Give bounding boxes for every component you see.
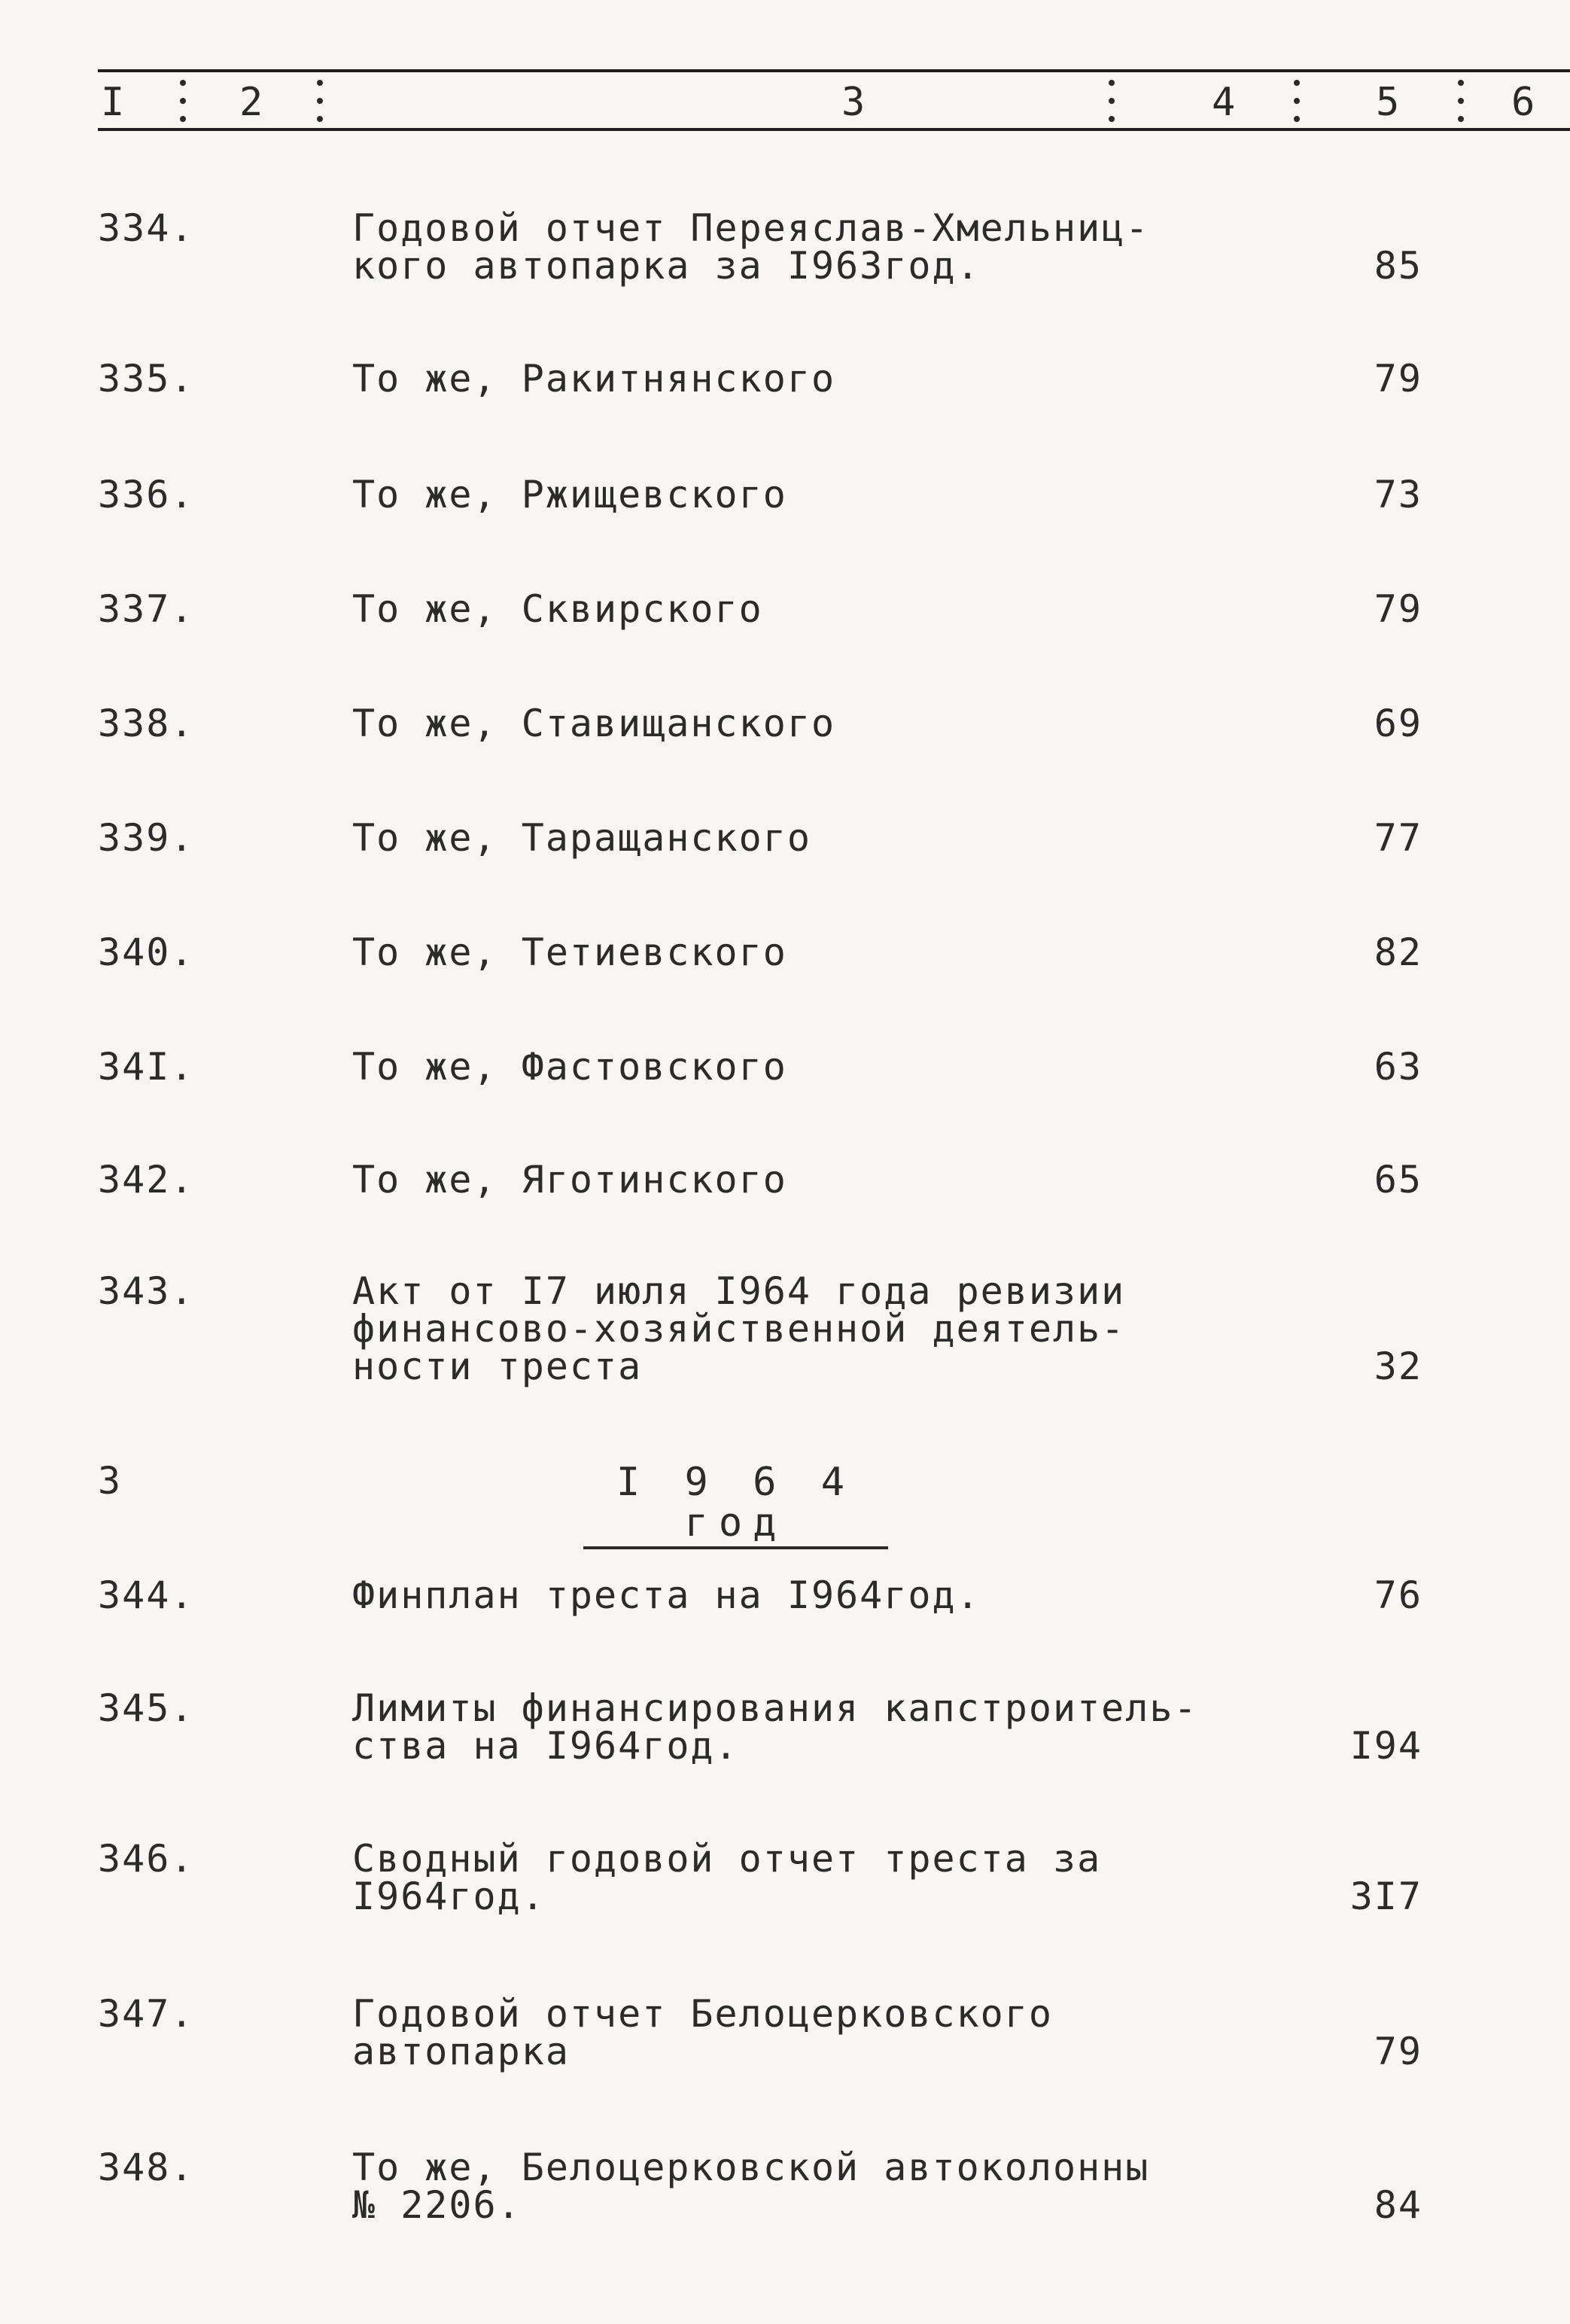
- header-top-rule: [98, 69, 1570, 72]
- column-header-6: 6: [1511, 80, 1535, 125]
- item-title: То же, Таращанского: [352, 816, 811, 860]
- item-number: 334.: [98, 206, 195, 250]
- item-number: 347.: [98, 1992, 195, 2036]
- item-number: 346.: [98, 1837, 195, 1881]
- column-header-3: 3: [841, 80, 866, 125]
- column-separator: [1292, 77, 1302, 126]
- item-sheet-count: 85: [1374, 244, 1422, 288]
- item-sheet-count: 79: [1374, 587, 1422, 631]
- item-number: 338.: [98, 702, 195, 745]
- item-title: То же, Яготинского: [352, 1158, 787, 1202]
- item-sheet-count: 65: [1374, 1158, 1422, 1202]
- item-title: То же, Фастовского: [352, 1045, 787, 1089]
- item-title: Годовой отчет Переяслав-Хмельниц- кого автопарка за I963год.: [352, 206, 1150, 288]
- item-sheet-count: 69: [1374, 702, 1422, 745]
- item-sheet-count: 84: [1374, 2183, 1422, 2227]
- item-number: 342.: [98, 1158, 195, 1202]
- column-header-5: 5: [1376, 80, 1400, 125]
- item-title: То же, Ставищанского: [352, 702, 836, 745]
- item-number: 335.: [98, 357, 195, 401]
- item-number: 343.: [98, 1269, 195, 1313]
- column-header-2: 2: [239, 80, 263, 125]
- column-separator: [178, 77, 188, 126]
- item-title: Лимиты финансирования капстроитель- ства на I964год.: [352, 1686, 1198, 1768]
- item-sheet-count: 76: [1374, 1573, 1422, 1617]
- item-title: Годовой отчет Белоцерковского автопарка: [352, 1992, 1053, 2073]
- item-title: Акт от I7 июля I964 года ревизии финансово-хозяйственной деятель- ности треста: [352, 1269, 1126, 1388]
- item-sheet-count: I94: [1349, 1724, 1422, 1768]
- item-number: 340.: [98, 931, 195, 974]
- item-title: То же, Сквирского: [352, 587, 763, 631]
- item-sheet-count: 73: [1374, 473, 1422, 516]
- item-sheet-count: 3I7: [1349, 1875, 1422, 1918]
- section-title: I 9 6 4 год: [583, 1462, 888, 1549]
- column-separator: [1456, 77, 1466, 126]
- item-sheet-count: 79: [1374, 2030, 1422, 2073]
- item-sheet-count: 77: [1374, 816, 1422, 860]
- item-title: То же, Ракитнянского: [352, 357, 836, 401]
- item-number: 345.: [98, 1686, 195, 1730]
- item-title: Финплан треста на I964год.: [352, 1573, 981, 1617]
- item-sheet-count: 32: [1374, 1345, 1422, 1388]
- item-sheet-count: 82: [1374, 931, 1422, 974]
- item-number: 348.: [98, 2146, 195, 2189]
- item-title: То же, Тетиевского: [352, 931, 787, 974]
- header-bottom-rule: [98, 128, 1570, 131]
- column-header-4: 4: [1212, 80, 1236, 125]
- item-title: То же, Белоцерковской автоколонны № 2206.: [352, 2146, 1150, 2227]
- item-number: 339.: [98, 816, 195, 860]
- item-title: Сводный годовой отчет треста за I964год.: [352, 1837, 1102, 1918]
- item-number: 336.: [98, 473, 195, 516]
- item-number: 337.: [98, 587, 195, 631]
- item-title: То же, Ржищевского: [352, 473, 787, 516]
- item-number: 34I.: [98, 1045, 195, 1089]
- column-separator: [1106, 77, 1117, 126]
- column-separator: [315, 77, 325, 126]
- item-sheet-count: 79: [1374, 357, 1422, 401]
- column-header-1: I: [101, 80, 125, 125]
- item-sheet-count: 63: [1374, 1045, 1422, 1089]
- section-number: 3: [98, 1459, 121, 1503]
- item-number: 344.: [98, 1573, 195, 1617]
